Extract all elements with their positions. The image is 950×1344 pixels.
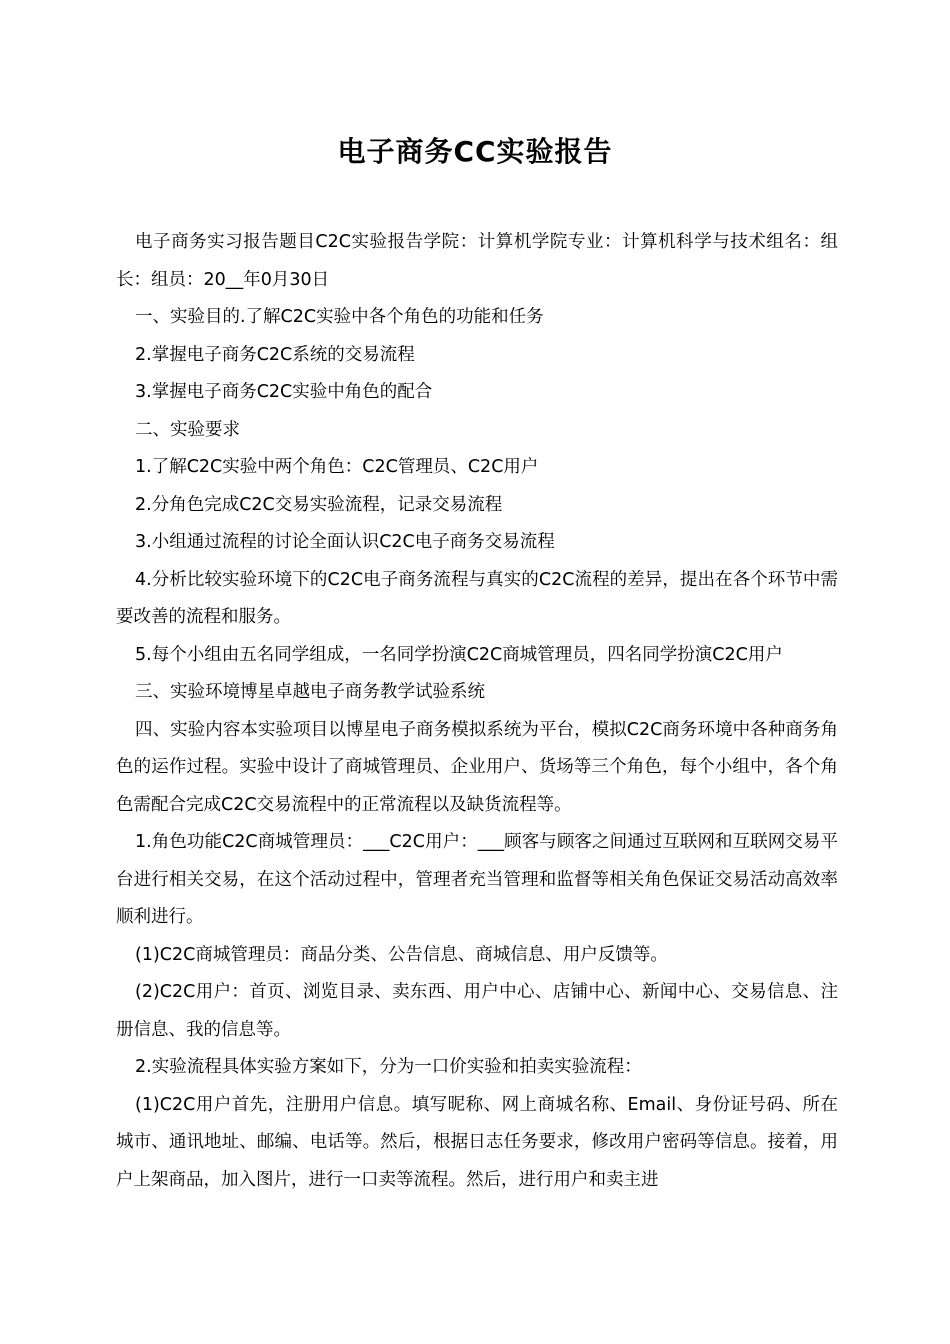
paragraph-section-requirements: 二、实验要求 xyxy=(135,419,240,440)
paragraph-admin-functions: (1)C2C商城管理员：商品分类、公告信息、商城信息、用户反馈等。 xyxy=(135,944,668,965)
paragraph-requirement-2: 2.分角色完成C2C交易实验流程，记录交易流程 xyxy=(135,494,503,515)
paragraph-objective-2: 2.掌握电子商务C2C系统的交易流程 xyxy=(135,344,415,365)
document-title: 电子商务CC实验报告 xyxy=(337,135,613,168)
paragraph-experiment-flow: 2.实验流程具体实验方案如下，分为一口价实验和拍卖实验流程： xyxy=(135,1057,642,1077)
document-body xyxy=(116,224,838,1199)
paragraph-user-flow: (1)C2C用户首先，注册用户信息。填写昵称、网上商城名称、Email、身份证号码、所在城市、通讯地址、邮编、电话等。然后，根据日志任务要求，修改用户密码等信息。接着，用户上架商品，加入图片，进行一口卖等流程。然后，进行用户和卖主进 xyxy=(116,1094,838,1190)
paragraph-section-objective: 一、实验目的.了解C2C实验中各个角色的功能和任务 xyxy=(135,307,544,327)
paragraph-user-functions: (2)C2C用户：首页、浏览目录、卖东西、用户中心、店铺中心、新闻中心、交易信息、注册信息、我的信息等。 xyxy=(116,982,838,1040)
paragraph-requirement-3: 3.小组通过流程的讨论全面认识C2C电子商务交易流程 xyxy=(135,532,555,552)
paragraph-objective-3: 3.掌握电子商务C2C实验中角色的配合 xyxy=(135,382,433,402)
paragraph-section-environment: 三、实验环境博星卓越电子商务教学试验系统 xyxy=(135,682,485,702)
paragraph-requirement-5: 5.每个小组由五名同学组成，一名同学扮演C2C商城管理员，四名同学扮演C2C用户 xyxy=(135,644,783,665)
paragraph-section-content: 四、实验内容本实验项目以博星电子商务模拟系统为平台，模拟C2C商务环境中各种商务角色的运作过程。实验中设计了商城管理员、企业用户、货场等三个角色，每个小组中，各个角色需配合完成C2C交易流程中的正常流程以及缺货流程等。 xyxy=(116,719,838,815)
paragraph-requirement-4: 4.分析比较实验环境下的C2C电子商务流程与真实的C2C流程的差异，提出在各个环节中需要改善的流程和服务。 xyxy=(116,569,838,627)
paragraph-header-info: 电子商务实习报告题目C2C实验报告学院：计算机学院专业：计算机科学与技术组名：组长：组员：20__年0月30日 xyxy=(116,232,838,290)
paragraph-role-functions: 1.角色功能C2C商城管理员：___C2C用户：___顾客与顾客之间通过互联网和互联网交易平台进行相关交易，在这个活动过程中，管理者充当管理和监督等相关角色保证交易活动高效率顺利进行。 xyxy=(116,832,838,927)
paragraph-requirement-1: 1.了解C2C实验中两个角色：C2C管理员、C2C用户 xyxy=(135,457,539,477)
